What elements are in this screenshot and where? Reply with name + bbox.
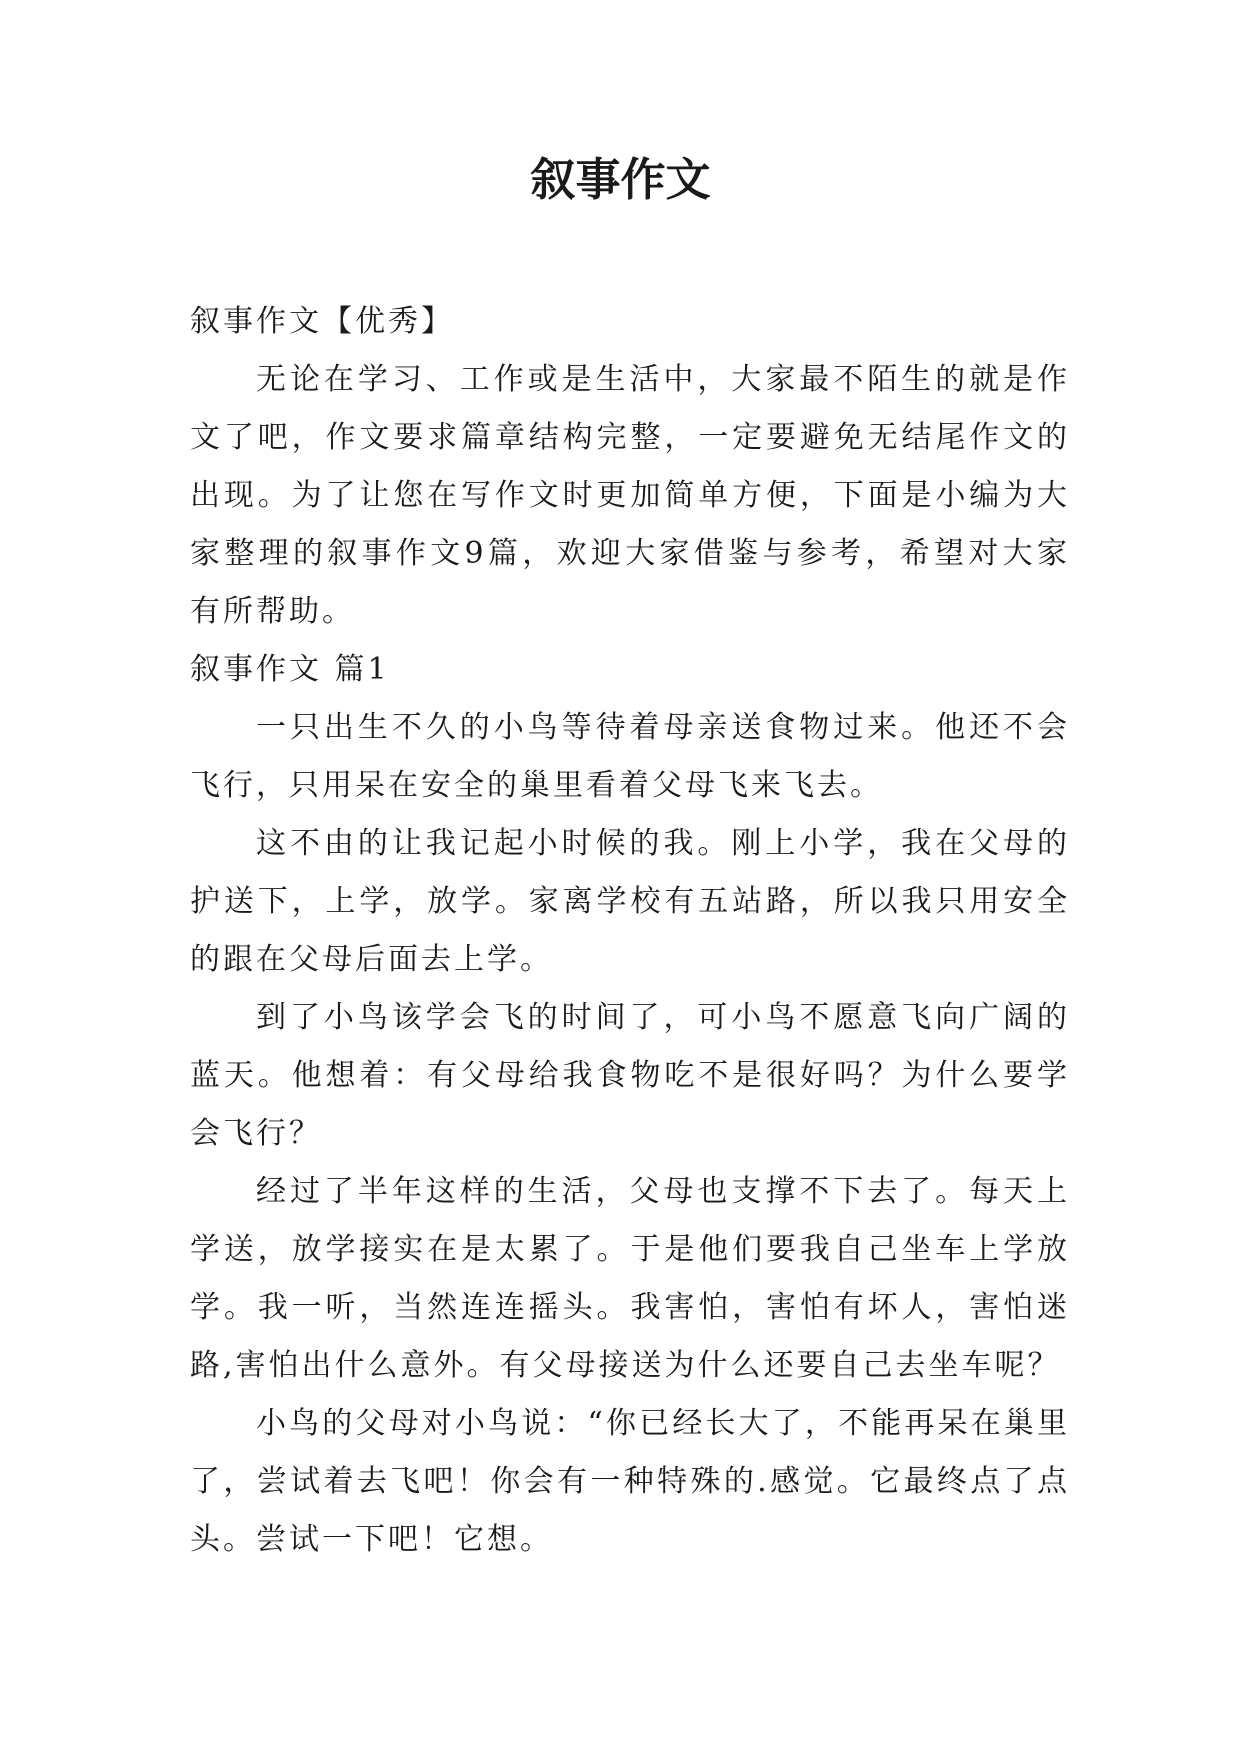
body-paragraph: 一只出生不久的小鸟等待着母亲送食物过来。他还不会飞行，只用呆在安全的巢里看着父母飞来飞去。 [190,710,1070,803]
body-paragraph: 这不由的让我记起小时候的我。刚上小学，我在父母的护送下，上学，放学。家离学校有五站路，所以我只用安全的跟在父母后面去上学。 [190,826,1070,977]
section-heading: 叙事作文【优秀】 [190,304,454,339]
body-paragraph: 到了小鸟该学会飞的时间了，可小鸟不愿意飞向广阔的蓝天。他想着：有父母给我食物吃不是很好吗？为什么要学会飞行？ [190,1000,1070,1151]
section-heading: 叙事作文 篇1 [190,652,390,687]
body-paragraph: 无论在学习、工作或是生活中，大家最不陌生的就是作文了吧，作文要求篇章结构完整，一定要避免无结尾作文的出现。为了让您在写作文时更加简单方便，下面是小编为大家整理的叙事作文9篇，欢迎大家借鉴与参考，希望对大家有所帮助。 [190,362,1070,629]
body-paragraph: 小鸟的父母对小鸟说：“你已经长大了，不能再呆在巢里了，尝试着去飞吧！你会有一种特殊的.感觉。它最终点了点头。尝试一下吧！它想。 [190,1406,1070,1557]
document-title: 叙事作文 [530,153,711,206]
body-paragraph: 经过了半年这样的生活，父母也支撑不下去了。每天上学送，放学接实在是太累了。于是他们要我自己坐车上学放学。我一听，当然连连摇头。我害怕，害怕有坏人，害怕迷路,害怕出什么意外。有父母接送为什么还要自己去坐车呢？ [190,1174,1070,1383]
document-body [190,293,1070,1569]
